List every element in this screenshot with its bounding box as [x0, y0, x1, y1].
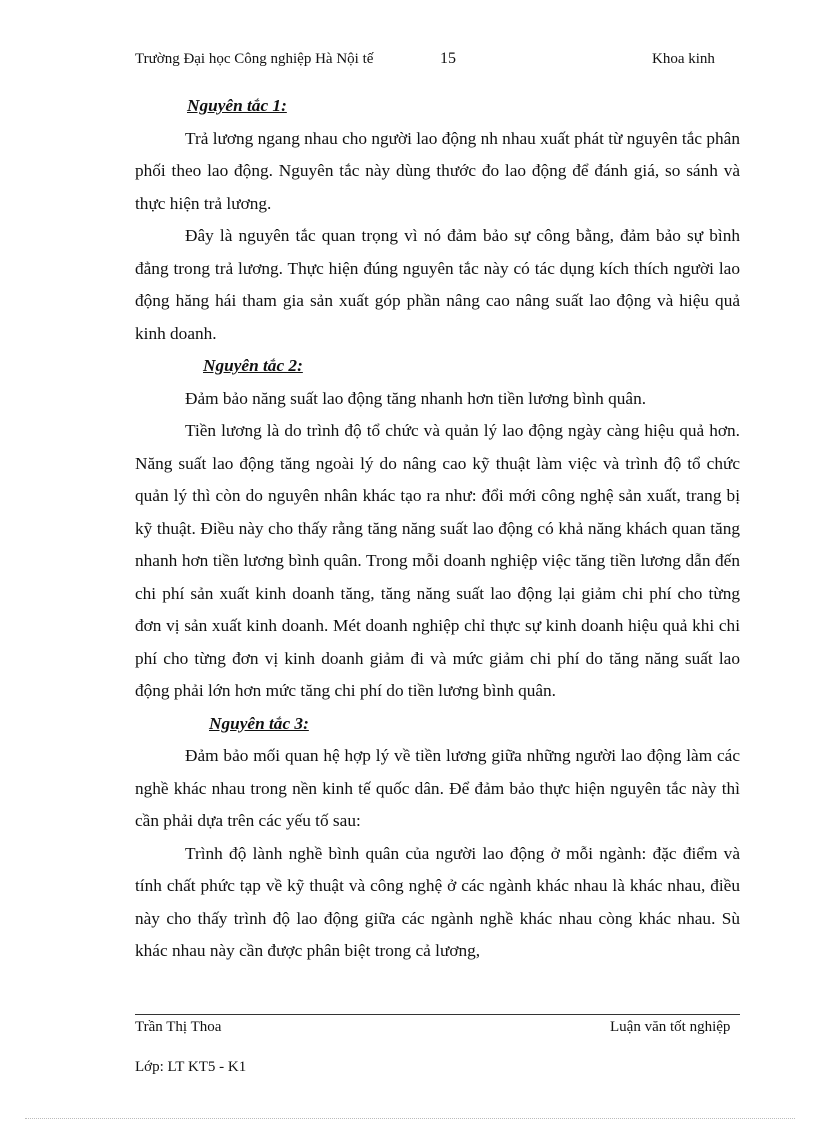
footer-thesis-label: Luận văn tốt nghiệp [610, 1019, 731, 1035]
footer-class: Lớp: LT KT5 - K1 [135, 1059, 247, 1075]
page-number: 15 [440, 50, 456, 67]
paragraph-1: Trả lương ngang nhau cho người lao động nh nhau xuất phát từ nguyên tắc phân phối theo lao động. Nguyên tắc này dùng thước đo lao động để đánh giá, so sánh và thực hiện trả lương. [135, 128, 740, 213]
header-faculty: Khoa kinh [652, 51, 715, 67]
paragraph-4: Tiền lương là do trình độ tổ chức và quản lý lao động ngày càng hiệu quả hơn. Năng suất lao động tăng ngoài lý do nâng cao kỹ thuật làm việc và trình độ tổ chức quản lý thì còn do nguyên nhân khác tạo ra như: đổi mới công nghệ sản xuất, trang bị kỹ thuật. Điều này cho thấy rằng tăng năng suất lao động có khả năng khách quan tăng nhanh hơn tiền lương bình quân. Trong mỗi doanh nghiệp việc tăng tiền lương dẫn đến chi phí sản xuất kinh doanh tăng, tăng năng suất lao động lại giảm chi phí cho từng đơn vị sản xuất kinh doanh. Mét doanh nghiệp chỉ thực sự kinh doanh hiệu quả khi chi phí cho từng đơn vị kinh doanh giảm đi và mức giảm chi phí do tăng năng suất lao động phải lớn hơn mức tăng chi phí do tiền lương bình quân. [135, 421, 740, 700]
paragraph-3: Đảm bảo năng suất lao động tăng nhanh hơn tiền lương bình quân. [185, 388, 647, 408]
paragraph-6: Trình độ lành nghề bình quân của người lao động ở mỗi ngành: đặc điểm và tính chất phức tạp về kỹ thuật và công nghệ ở các ngành khác nhau là khác nhau, điều này cho thấy trình độ lao động giữa các ngành nghề khác nhau còng khác nhau. Sù khác nhau này cần được phân biệt trong cả lương, [135, 843, 740, 960]
heading-principle-1: Nguyên tắc 1: [187, 96, 287, 115]
footer-divider [135, 1014, 740, 1015]
paragraph-2: Đây là nguyên tắc quan trọng vì nó đảm bảo sự công bằng, đảm bảo sự bình đẳng trong trả lương. Thực hiện đúng nguyên tắc này có tác dụng kích thích người lao động hăng hái tham gia sản xuất góp phần nâng cao nâng suất lao động và hiệu quả kinh doanh. [135, 226, 740, 343]
heading-principle-3: Nguyên tắc 3: [209, 713, 309, 733]
header-school: Trường Đại học Công nghiệp Hà Nội tế [135, 51, 374, 67]
page-edge [25, 1118, 795, 1119]
footer-author: Trần Thị Thoa [135, 1019, 222, 1035]
heading-principle-2: Nguyên tắc 2: [203, 356, 303, 375]
paragraph-5: Đảm bảo mối quan hệ hợp lý về tiền lương giữa những người lao động làm các nghề khác nhau trong nền kinh tế quốc dân. Để đảm bảo thực hiện nguyên tắc này thì cần phải dựa trên các yếu tố sau: [135, 746, 740, 830]
document-body [135, 90, 740, 968]
